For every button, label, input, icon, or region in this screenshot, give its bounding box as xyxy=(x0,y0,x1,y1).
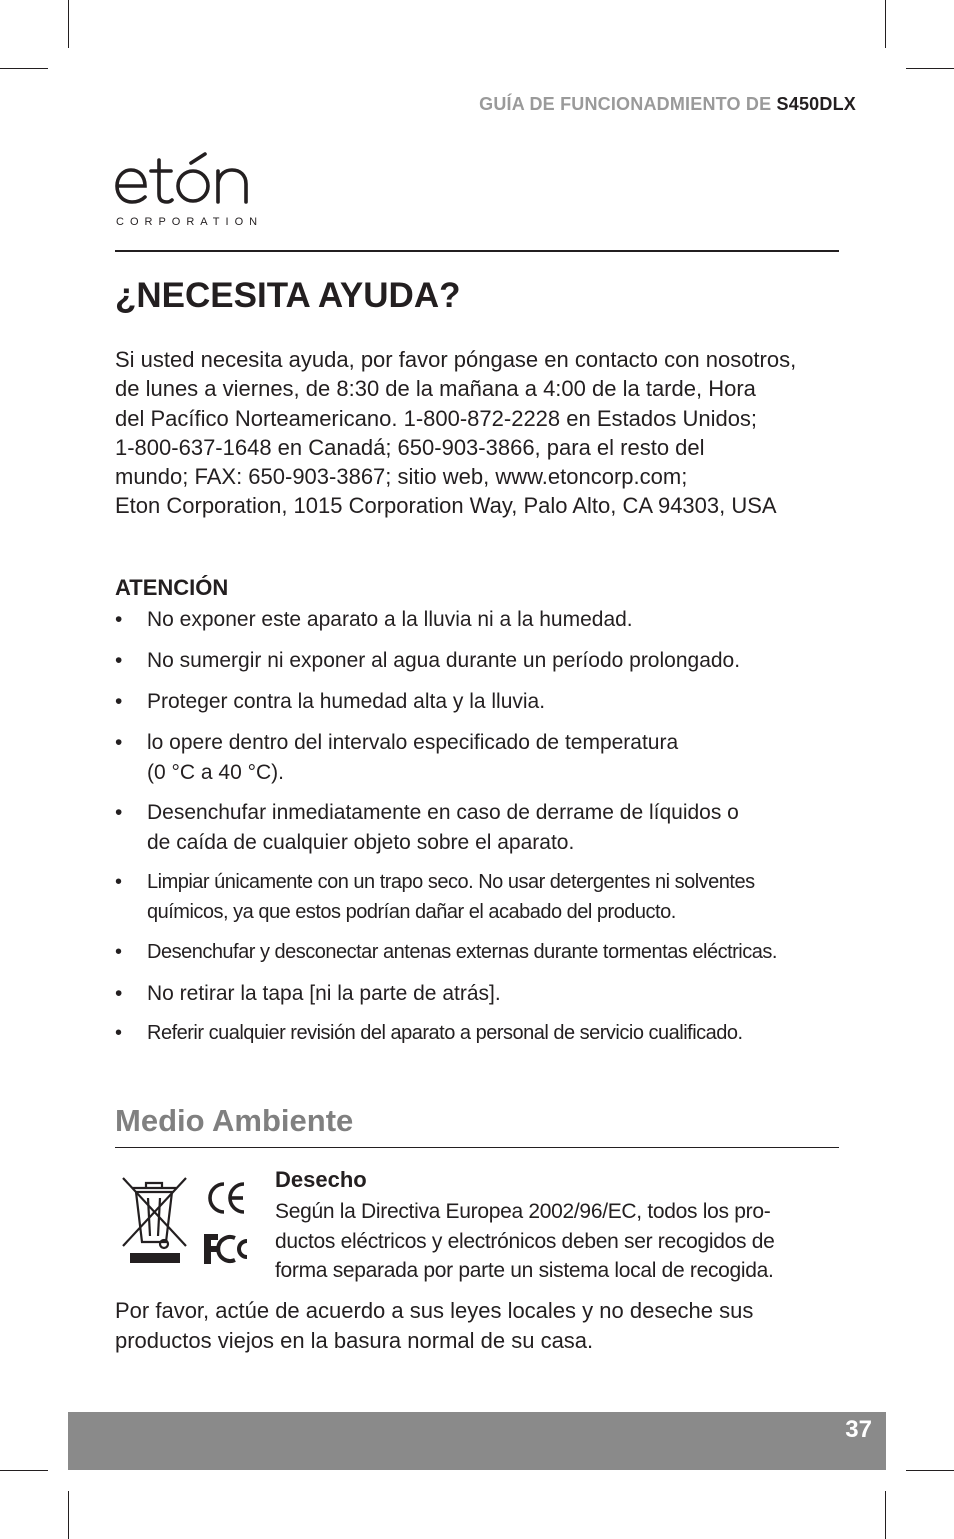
warning-item xyxy=(115,979,501,1009)
crop-mark xyxy=(68,1491,69,1539)
section-rule xyxy=(115,250,839,252)
footer-bar xyxy=(68,1412,886,1470)
disposal-line: ductos eléctricos y electrónicos deben ser recogidos de xyxy=(275,1229,775,1253)
page-number: 37 xyxy=(845,1416,872,1443)
help-line: Si usted necesita ayuda, por favor póngase en contacto con nosotros, xyxy=(115,347,797,372)
bullet: • xyxy=(115,941,122,963)
eton-logo xyxy=(115,150,251,206)
warning-item xyxy=(115,646,740,676)
warning-text: Referir cualquier revisión del aparato a personal de servicio cualificado. xyxy=(147,1022,743,1044)
help-line: Eton Corporation, 1015 Corporation Way, Palo Alto, CA 94303, USA xyxy=(115,493,777,519)
warning-item xyxy=(115,798,739,857)
crop-mark xyxy=(906,1470,954,1471)
warning-text: Proteger contra la humedad alta y la lluvia. xyxy=(147,690,546,713)
warning-text: (0 °C a 40 °C). xyxy=(147,760,285,784)
closing-line: Por favor, actúe de acuerdo a sus leyes locales y no deseche sus xyxy=(115,1298,754,1323)
warning-item xyxy=(115,728,678,787)
section-rule xyxy=(115,1147,839,1148)
warning-item xyxy=(115,687,545,717)
attention-heading: ATENCIÓN xyxy=(115,575,229,600)
fcc-mark-icon xyxy=(202,1232,252,1266)
warning-text: de caída de cualquier objeto sobre el aparato. xyxy=(147,830,575,854)
help-paragraph xyxy=(115,345,855,521)
crop-mark xyxy=(68,0,69,48)
help-line: de lunes a viernes, de 8:30 de la mañana a 4:00 de la tarde, Hora xyxy=(115,376,756,402)
crop-mark xyxy=(885,1491,886,1539)
disposal-heading: Desecho xyxy=(275,1167,367,1192)
bullet: • xyxy=(115,608,123,631)
crop-mark xyxy=(885,0,886,48)
warning-text: químicos, ya que estos podrían dañar el acabado del producto. xyxy=(147,900,676,923)
bullet: • xyxy=(115,649,123,672)
crop-mark xyxy=(906,68,954,69)
help-line: del Pacífico Norteamericano. 1-800-872-2228 en Estados Unidos; xyxy=(115,405,758,431)
disposal-line: Según la Directiva Europea 2002/96/EC, todos los pro- xyxy=(275,1200,771,1223)
help-line: mundo; FAX: 650-903-3867; sitio web, www.etoncorp.com; xyxy=(115,464,688,490)
warning-text: No sumergir ni exponer al agua durante un período prolongado. xyxy=(147,649,741,672)
warning-text: Desenchufar y desconectar antenas externas durante tormentas eléctricas. xyxy=(147,941,777,963)
bullet: • xyxy=(115,1022,122,1044)
disposal-line: forma separada por parte un sistema local de recogida. xyxy=(275,1259,774,1282)
warning-text: Desenchufar inmediatamente en caso de derrame de líquidos o xyxy=(147,801,739,824)
help-line: 1-800-637-1648 en Canadá; 650-903-3866, para el resto del xyxy=(115,434,705,460)
model-name: S450DLX xyxy=(776,94,856,114)
warning-item xyxy=(115,938,777,968)
warning-text: lo opere dentro del intervalo especificado de temperatura xyxy=(147,731,679,754)
warning-item xyxy=(115,868,755,927)
warning-text: No exponer este aparato a la lluvia ni a la humedad. xyxy=(147,608,633,631)
logo-subtitle: CORPORATION xyxy=(116,216,264,228)
running-header xyxy=(479,94,856,115)
bullet: • xyxy=(115,731,123,754)
crop-mark xyxy=(0,1470,48,1471)
page-title: ¿NECESITA AYUDA? xyxy=(115,276,461,315)
bullet: • xyxy=(115,982,123,1005)
closing-paragraph xyxy=(115,1296,855,1355)
bullet: • xyxy=(115,871,122,893)
bullet: • xyxy=(115,801,123,824)
warning-text: Limpiar únicamente con un trapo seco. No usar detergentes ni solventes xyxy=(147,871,755,893)
crop-mark xyxy=(0,68,48,69)
guide-label: GUÍA DE FUNCIONADMIENTO DE xyxy=(479,94,777,114)
bullet: • xyxy=(115,690,123,713)
environment-heading: Medio Ambiente xyxy=(115,1103,354,1138)
warning-item xyxy=(115,1019,743,1049)
ce-mark-icon xyxy=(204,1178,250,1218)
closing-line: productos viejos en la basura normal de su casa. xyxy=(115,1327,594,1353)
disposal-paragraph xyxy=(275,1197,835,1286)
warning-item xyxy=(115,605,633,635)
warning-text: No retirar la tapa [ni la parte de atrás]. xyxy=(147,982,501,1005)
compliance-symbols xyxy=(118,1174,252,1273)
